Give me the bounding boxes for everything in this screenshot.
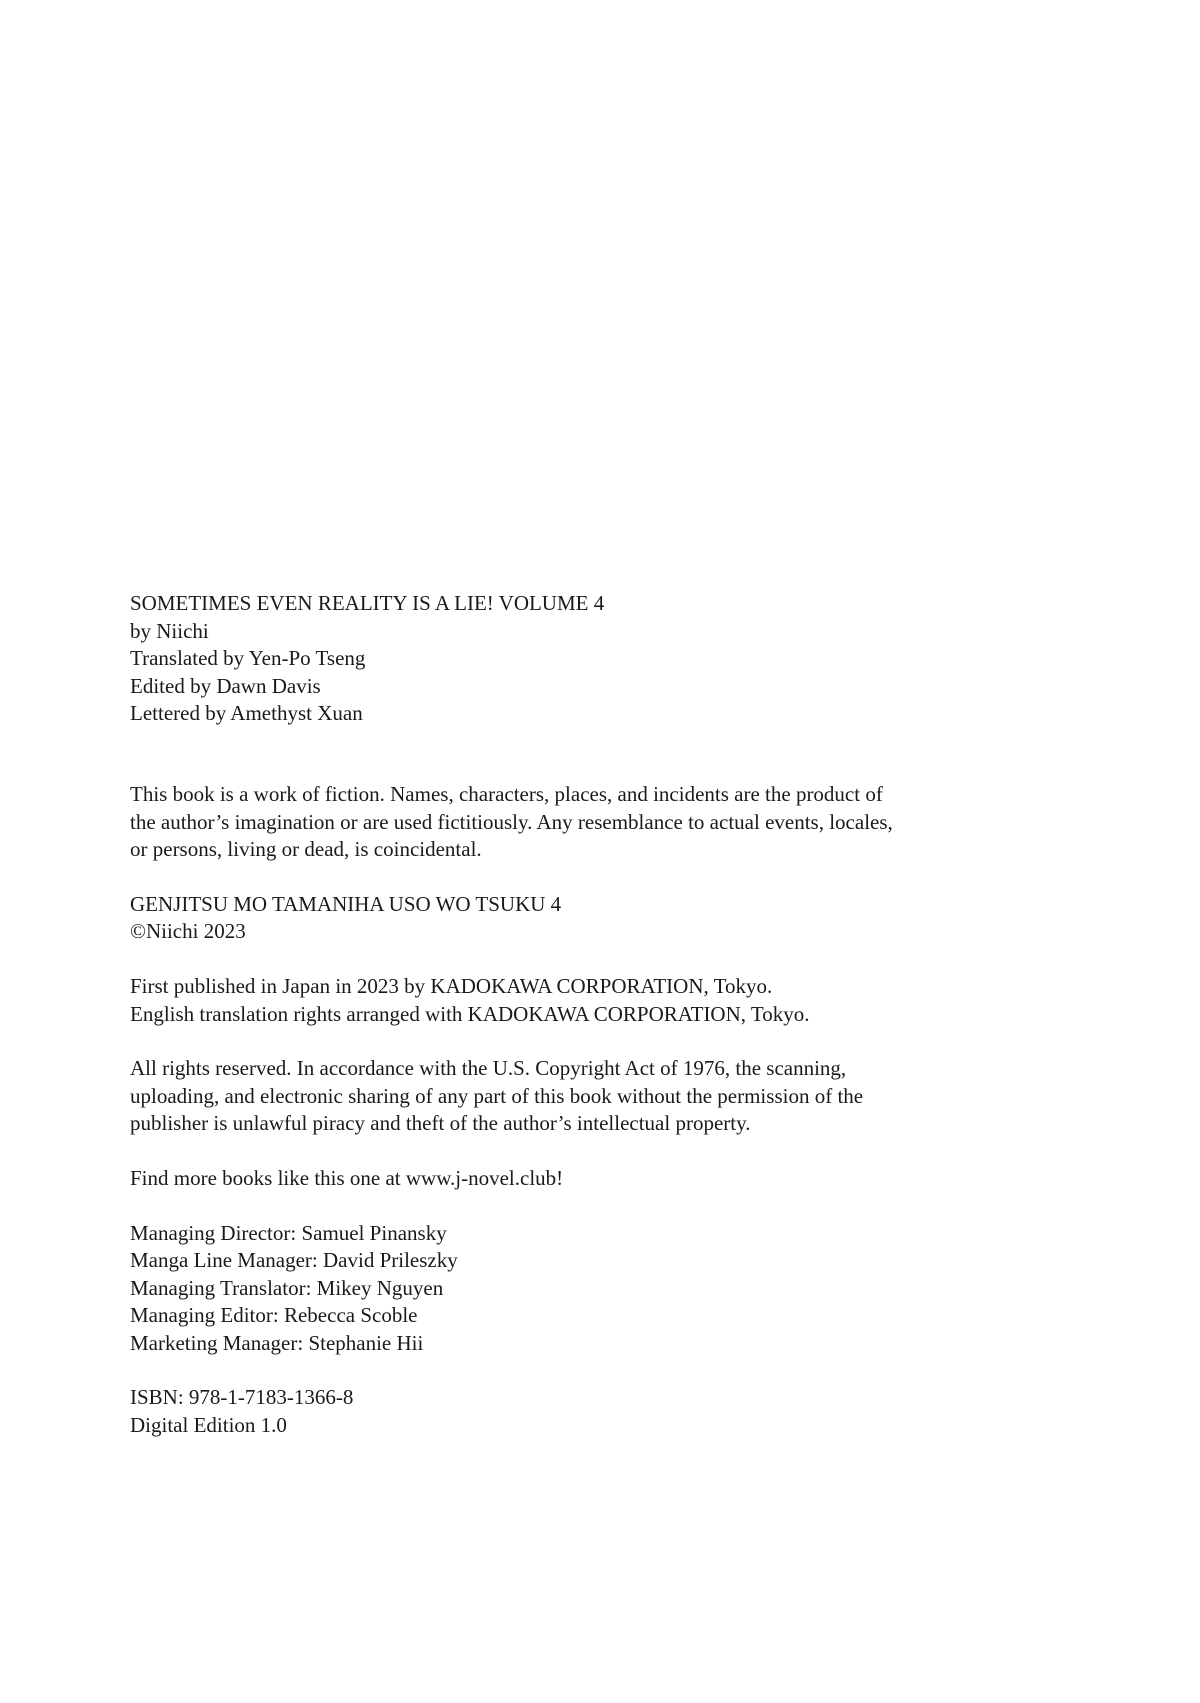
copyright-page bbox=[130, 590, 1090, 1440]
book-title: SOMETIMES EVEN REALITY IS A LIE! VOLUME 4 bbox=[130, 591, 605, 615]
original-title-block bbox=[130, 891, 1090, 946]
isbn: ISBN: 978-1-7183-1366-8 bbox=[130, 1385, 354, 1410]
fiction-notice-line: or persons, living or dead, is coincidental. bbox=[130, 837, 482, 862]
edition-block bbox=[130, 1384, 1090, 1439]
fiction-notice-line: This book is a work of fiction. Names, characters, places, and incidents are the product of bbox=[130, 781, 883, 806]
translator-credit: Translated by Yen-Po Tseng bbox=[130, 646, 366, 671]
publication-line: First published in Japan in 2023 by KADOKAWA CORPORATION, Tokyo. bbox=[130, 973, 773, 998]
rights-block bbox=[130, 1055, 1090, 1138]
credits-block bbox=[130, 590, 1090, 728]
rights-line: uploading, and electronic sharing of any part of this book without the permission of the bbox=[130, 1083, 864, 1108]
rights-line: All rights reserved. In accordance with the U.S. Copyright Act of 1976, the scanning, bbox=[130, 1056, 847, 1081]
staff-line: Marketing Manager: Stephanie Hii bbox=[130, 1330, 424, 1355]
staff-line: Managing Editor: Rebecca Scoble bbox=[130, 1303, 418, 1328]
author-credit: by Niichi bbox=[130, 618, 209, 643]
publication-block bbox=[130, 973, 1090, 1028]
original-title: GENJITSU MO TAMANIHA USO WO TSUKU 4 bbox=[130, 891, 562, 916]
rights-line: publisher is unlawful piracy and theft of the author’s intellectual property. bbox=[130, 1111, 751, 1136]
fiction-notice-line: the author’s imagination or are used fictitiously. Any resemblance to actual events, locales, bbox=[130, 809, 893, 834]
edition-version: Digital Edition 1.0 bbox=[130, 1413, 287, 1438]
website-block bbox=[130, 1165, 1090, 1193]
website-line: Find more books like this one at www.j-novel.club! bbox=[130, 1165, 564, 1190]
fiction-notice bbox=[130, 781, 1090, 864]
staff-line: Managing Director: Samuel Pinansky bbox=[130, 1220, 447, 1245]
staff-line: Managing Translator: Mikey Nguyen bbox=[130, 1275, 444, 1300]
staff-line: Manga Line Manager: David Prileszky bbox=[130, 1248, 458, 1273]
publication-line: English translation rights arranged with KADOKAWA CORPORATION, Tokyo. bbox=[130, 1001, 810, 1026]
editor-credit: Edited by Dawn Davis bbox=[130, 673, 321, 698]
letterer-credit: Lettered by Amethyst Xuan bbox=[130, 701, 363, 726]
staff-block bbox=[130, 1220, 1090, 1358]
copyright-line: ©Niichi 2023 bbox=[130, 919, 246, 944]
